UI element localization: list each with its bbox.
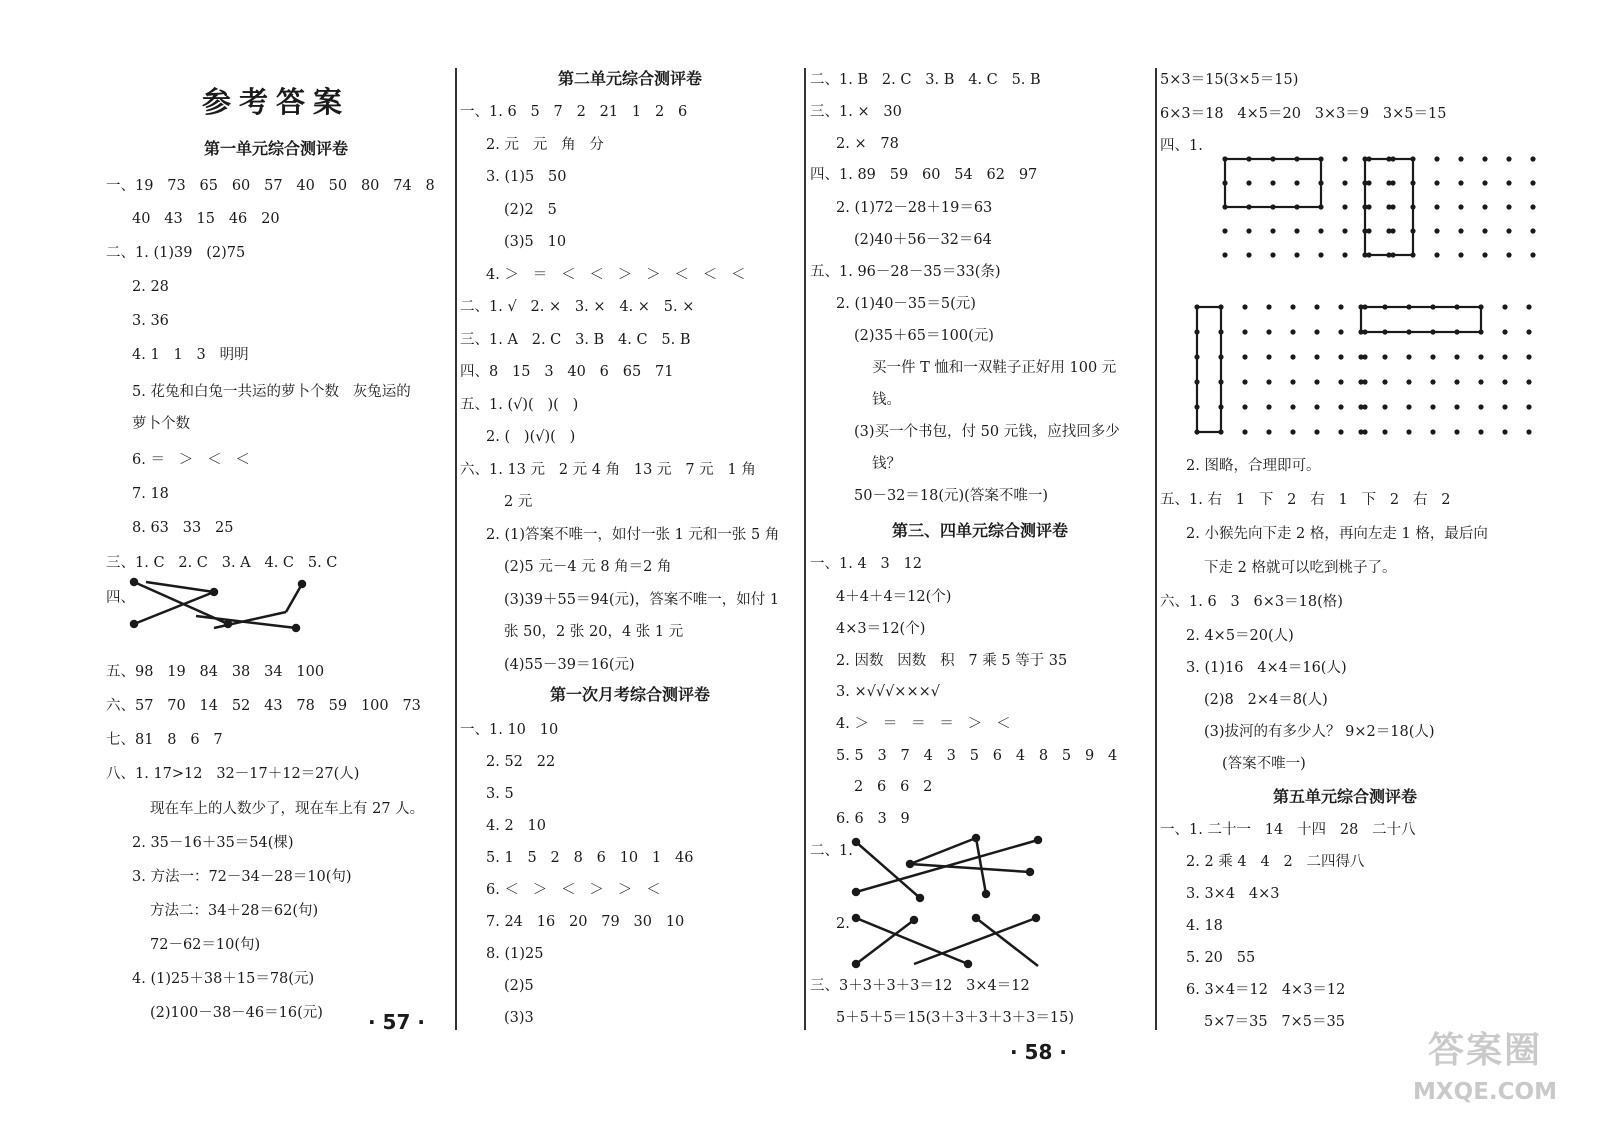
answer-line: 5×7＝35 7×5＝35 [1204,1014,1345,1030]
answer-line: 四、1. [1160,138,1203,154]
grid-dot [1382,354,1387,359]
grid-dot [1478,379,1483,384]
answer-line: 50－32＝18(元)(答案不唯一) [854,488,1048,504]
grid-dot [1342,156,1347,161]
answer-line: 5. 20 55 [1186,950,1256,966]
grid-dot [1338,379,1343,384]
answer-line: 2. [836,916,850,932]
grid-dot [1266,379,1271,384]
answer-line: 一、1. 6 5 7 2 21 1 2 6 [460,104,688,120]
grid-dot [1530,252,1535,257]
grid-dot [1434,228,1439,233]
grid-dot [1314,329,1319,334]
answer-line: 2. 因数 因数 积 7 乘 5 等于 35 [836,653,1068,669]
matching-lines-figure [126,578,306,638]
grid-dot [1294,228,1299,233]
answer-line: 钱。 [872,392,901,408]
grid-dot [1506,204,1511,209]
answer-line: 二、1. (1)39 (2)75 [106,245,246,261]
answer-line: 2 元 [504,494,533,510]
answer-line: 2. 4×5＝20(人) [1186,628,1294,644]
answer-line: 2. 52 22 [486,754,556,770]
grid-dot [1506,180,1511,185]
grid-dot [1266,354,1271,359]
grid-dot [1458,204,1463,209]
answer-line: 2. ( )(√)( ) [486,429,576,445]
grid-dot [1342,180,1347,185]
grid-dot [1482,228,1487,233]
section-heading-first-monthly: 第一次月考综合测评卷 [549,685,710,704]
grid-dot [1526,404,1531,409]
answer-line: 七、81 8 6 7 [106,732,223,748]
grid-dot [1290,429,1295,434]
answer-line: 一、1. 10 10 [460,722,559,738]
grid-dot [1242,304,1247,309]
grid-dot [1266,329,1271,334]
answer-line: 2 6 6 2 [854,779,933,795]
answer-line: 方法二：34＋28＝62(句) [150,903,319,919]
answer-line: 4. 18 [1186,918,1223,934]
page-number-left: · 57 · [368,1010,425,1034]
page-number-right: · 58 · [1010,1040,1067,1064]
grid-dot [1266,429,1271,434]
grid-dot [1386,204,1391,209]
column-divider [1155,68,1157,1030]
grid-dot [1506,252,1511,257]
answer-line: (3)3 [504,1010,534,1026]
answer-line: (3)39＋55＝94(元)，答案不唯一，如付 1 [504,592,780,608]
grid-dot [1430,379,1435,384]
answer-line: 2. 35－16＋35＝54(棵) [132,835,294,851]
dot-grid-2 [1360,154,1538,260]
answer-line: 三、1. A 2. C 3. B 4. C 5. B [460,332,691,348]
grid-dot [1406,404,1411,409]
grid-dot [1434,156,1439,161]
grid-dot [1318,252,1323,257]
answer-line: 五、98 19 84 38 34 100 [106,664,325,680]
answer-line: 6×3＝18 4×5＝20 3×3＝9 3×5＝15 [1160,106,1447,122]
answer-line: 六、1. 13 元 2 元 4 角 13 元 7 元 1 角 [460,462,756,478]
answer-line: 五、1. 96－28－35＝33(条) [810,264,1001,280]
drawn-rectangle [1361,307,1481,332]
answer-line: 2. (1)72－28＋19＝63 [836,200,993,216]
grid-dot [1314,429,1319,434]
grid-dot [1382,379,1387,384]
drawn-rectangle [1197,307,1221,432]
answer-line: 2. (1)40－35＝5(元) [836,296,976,312]
answer-line: 4. (1)25＋38＋15＝78(元) [132,971,315,987]
column-divider [804,68,806,1030]
answer-line: 三、1. C 2. C 3. A 4. C 5. C [106,555,338,571]
answer-line: 3. 5 [486,786,514,802]
grid-dot [1530,180,1535,185]
grid-dot [1502,379,1507,384]
answer-line: 4. ＞ ＝ ＜ ＜ ＞ ＞ ＜ ＜ ＜ [486,267,746,283]
grid-dot [1482,180,1487,185]
answer-line: 萝卜个数 [132,416,190,432]
grid-dot [1506,156,1511,161]
answer-line: 一、1. 二十一 14 十四 28 二十八 [1160,822,1416,838]
grid-dot [1482,156,1487,161]
answer-line: 8. 63 33 25 [132,520,234,536]
grid-dot [1314,354,1319,359]
answer-line: (2)8 2×4＝8(人) [1204,692,1328,708]
grid-dot [1266,304,1271,309]
grid-dot [1478,404,1483,409]
answer-line: 7. 24 16 20 79 30 10 [486,914,685,930]
grid-dot [1454,379,1459,384]
watermark-logo [1410,1025,1560,1135]
answer-line: 72－62＝10(句) [150,937,261,953]
answer-line: 4. 1 1 3 明明 [132,347,249,363]
answer-line: 一、19 73 65 60 57 40 50 80 74 8 [106,178,435,194]
grid-dot [1338,329,1343,334]
grid-dot [1458,156,1463,161]
grid-dot [1290,404,1295,409]
grid-dot [1382,429,1387,434]
grid-dot [1270,180,1275,185]
answer-line: 4×3＝12(个) [836,621,926,637]
answer-line: 二、1. √ 2. × 3. × 4. × 5. × [460,299,695,315]
dot-grid-4 [1356,302,1534,437]
grid-dot [1482,252,1487,257]
grid-dot [1358,404,1363,409]
grid-dot [1246,228,1251,233]
grid-dot [1358,379,1363,384]
answer-line: 6. ＝ ＞ ＜ ＜ [132,452,250,468]
grid-dot [1222,228,1227,233]
grid-dot [1458,252,1463,257]
grid-dot [1358,354,1363,359]
answer-line: (4)55－39＝16(元) [504,657,635,673]
grid-dot [1242,379,1247,384]
answer-line: 2. 28 [132,279,169,295]
grid-dot [1314,404,1319,409]
answer-line: (3)拔河的有多少人？ 9×2＝18(人) [1204,724,1435,740]
answer-line: (2)5 [504,978,534,994]
grid-dot [1526,329,1531,334]
answer-line: (2)40＋56－32＝64 [854,232,992,248]
answer-line: 3. 36 [132,313,169,329]
grid-dot [1406,429,1411,434]
answer-line: 一、1. 4 3 12 [810,556,922,572]
answer-line: 2. 2 乘 4 4 2 二四得八 [1186,854,1365,870]
grid-dot [1222,252,1227,257]
answer-line: (2)5 元－4 元 8 角＝2 角 [504,559,672,575]
grid-dot [1242,329,1247,334]
grid-dot [1454,354,1459,359]
grid-dot [1314,379,1319,384]
grid-dot [1530,156,1535,161]
grid-dot [1246,252,1251,257]
section-heading-unit-3-4: 第三、四单元综合测评卷 [891,521,1068,540]
grid-dot [1342,228,1347,233]
answer-line: 6. 3×4＝12 4×3＝12 [1186,982,1346,998]
answer-line: 5×3＝15(3×5＝15) [1160,72,1299,88]
section-heading-unit-2: 第二单元综合测评卷 [557,69,702,88]
grid-dot [1406,379,1411,384]
grid-dot [1318,228,1323,233]
grid-dot [1478,429,1483,434]
answer-line: 3. 3×4 4×3 [1186,886,1280,902]
answer-line: (2)35＋65＝100(元) [854,328,994,344]
grid-dot [1502,404,1507,409]
grid-dot [1454,429,1459,434]
grid-dot [1290,304,1295,309]
grid-dot [1454,404,1459,409]
answer-line: 7. 18 [132,486,169,502]
page-title: 参考答案 [201,85,350,119]
grid-dot [1458,228,1463,233]
grid-dot [1478,354,1483,359]
answer-line: 五、1. 右 1 下 2 右 1 下 2 右 2 [1160,492,1451,508]
grid-dot [1530,204,1535,209]
grid-dot [1270,228,1275,233]
answer-line: 2. 小猴先向下走 2 格，再向左走 1 格，最后向 [1186,526,1488,542]
answer-line: 下走 2 格就可以吃到桃子了。 [1204,560,1397,576]
answer-line: 现在车上的人数少了，现在车上有 27 人。 [150,801,425,817]
answer-line: 2. × 78 [836,136,899,152]
answer-line: 八、1. 17>12 32－17＋12＝27(人) [106,766,360,782]
grid-dot [1406,354,1411,359]
answer-line: 3. ×√√√×××√ [836,684,940,700]
answer-line: 三、1. × 30 [810,104,902,120]
answer-line: 4. ＞ ＝ ＝ ＝ ＞ ＜ [836,716,1011,732]
answer-line: (答案不唯一) [1222,756,1306,772]
grid-dot [1434,204,1439,209]
grid-dot [1530,228,1535,233]
grid-dot [1242,404,1247,409]
grid-dot [1242,354,1247,359]
answer-line: 买一件 T 恤和一双鞋子正好用 100 元 [872,360,1117,376]
grid-dot [1342,252,1347,257]
grid-dot [1242,429,1247,434]
grid-dot [1290,379,1295,384]
grid-dot [1502,304,1507,309]
grid-dot [1526,379,1531,384]
answer-line: 六、1. 6 3 6×3＝18(格) [1160,594,1343,610]
grid-dot [1342,204,1347,209]
grid-dot [1502,429,1507,434]
answer-line: 三、3＋3＋3＋3＝12 3×4＝12 [810,978,1030,994]
answer-line: 6. ＜ ＞ ＜ ＞ ＞ ＜ [486,882,661,898]
answer-line: (3)5 10 [504,234,567,250]
answer-line: 3. (1)5 50 [486,169,567,185]
grid-dot [1506,228,1511,233]
answer-line: 2. (1)答案不唯一，如付一张 1 元和一张 5 角 [486,527,780,543]
answer-line: 8. (1)25 [486,946,544,962]
matching-lines-figure-1 [848,834,1048,904]
answer-line: 四、8 15 3 40 6 65 71 [460,364,674,380]
answer-line: 四、 [106,590,135,606]
answer-line: (3)买一个书包，付 50 元钱，应找回多少 [854,424,1120,440]
grid-dot [1294,252,1299,257]
watermark-url: MXQE.COM [1413,1079,1557,1105]
grid-dot [1430,429,1435,434]
answer-line: 6. 6 3 9 [836,811,910,827]
answer-line: 5＋5＋5＝15(3＋3＋3＋3＋3＝15) [836,1010,1075,1026]
grid-dot [1290,354,1295,359]
grid-dot [1482,204,1487,209]
answer-line: 五、1. (√)( )( ) [460,397,579,413]
grid-dot [1338,304,1343,309]
section-heading-unit-1: 第一单元综合测评卷 [203,139,348,158]
grid-dot [1386,228,1391,233]
answer-line: 钱？ [872,456,901,472]
answer-line: 5. 5 3 7 4 3 5 6 4 8 5 9 4 [836,748,1118,764]
grid-dot [1382,404,1387,409]
grid-dot [1526,304,1531,309]
grid-dot [1338,404,1343,409]
grid-dot [1246,180,1251,185]
grid-dot [1458,180,1463,185]
grid-dot [1526,354,1531,359]
grid-dot [1358,429,1363,434]
answer-line: 二、1. B 2. C 3. B 4. C 5. B [810,72,1041,88]
answer-line: (2)2 5 [504,202,557,218]
answer-line: 4＋4＋4＝12(个) [836,589,952,605]
grid-dot [1338,354,1343,359]
section-heading-unit-5: 第五单元综合测评卷 [1272,787,1417,806]
answer-line: 二、1. [810,843,853,859]
grid-dot [1526,429,1531,434]
grid-dot [1434,252,1439,257]
grid-dot [1502,329,1507,334]
grid-dot [1430,354,1435,359]
answer-line: 2. 元 元 角 分 [486,137,604,153]
answer-line: 2. 图略，合理即可。 [1186,458,1321,474]
answer-line: 3. 方法一：72－34－28＝10(句) [132,869,352,885]
answer-line: 六、57 70 14 52 43 78 59 100 73 [106,698,421,714]
answer-line: 3. (1)16 4×4＝16(人) [1186,660,1347,676]
grid-dot [1338,429,1343,434]
matching-lines-figure-2 [848,912,1048,972]
watermark-text: 答案圈 [1427,1030,1542,1071]
answer-line: 四、1. 89 59 60 54 62 97 [810,167,1038,183]
answer-line: (2)100－38－46＝16(元) [150,1005,323,1021]
answer-line: 4. 2 10 [486,818,546,834]
column-divider [455,68,457,1030]
grid-dot [1430,404,1435,409]
grid-dot [1290,329,1295,334]
dot-grid-3 [1192,302,1370,437]
answer-line: 5. 1 5 2 8 6 10 1 46 [486,850,694,866]
answer-line: 5. 花兔和白兔一共运的萝卜个数 灰兔运的 [132,384,411,400]
answer-line: 40 43 15 46 20 [132,211,280,227]
grid-dot [1502,354,1507,359]
grid-dot [1270,252,1275,257]
grid-dot [1266,404,1271,409]
answer-line: 张 50，2 张 20，4 张 1 元 [504,624,684,640]
grid-dot [1314,304,1319,309]
grid-dot [1386,180,1391,185]
grid-dot [1434,180,1439,185]
grid-dot [1294,180,1299,185]
